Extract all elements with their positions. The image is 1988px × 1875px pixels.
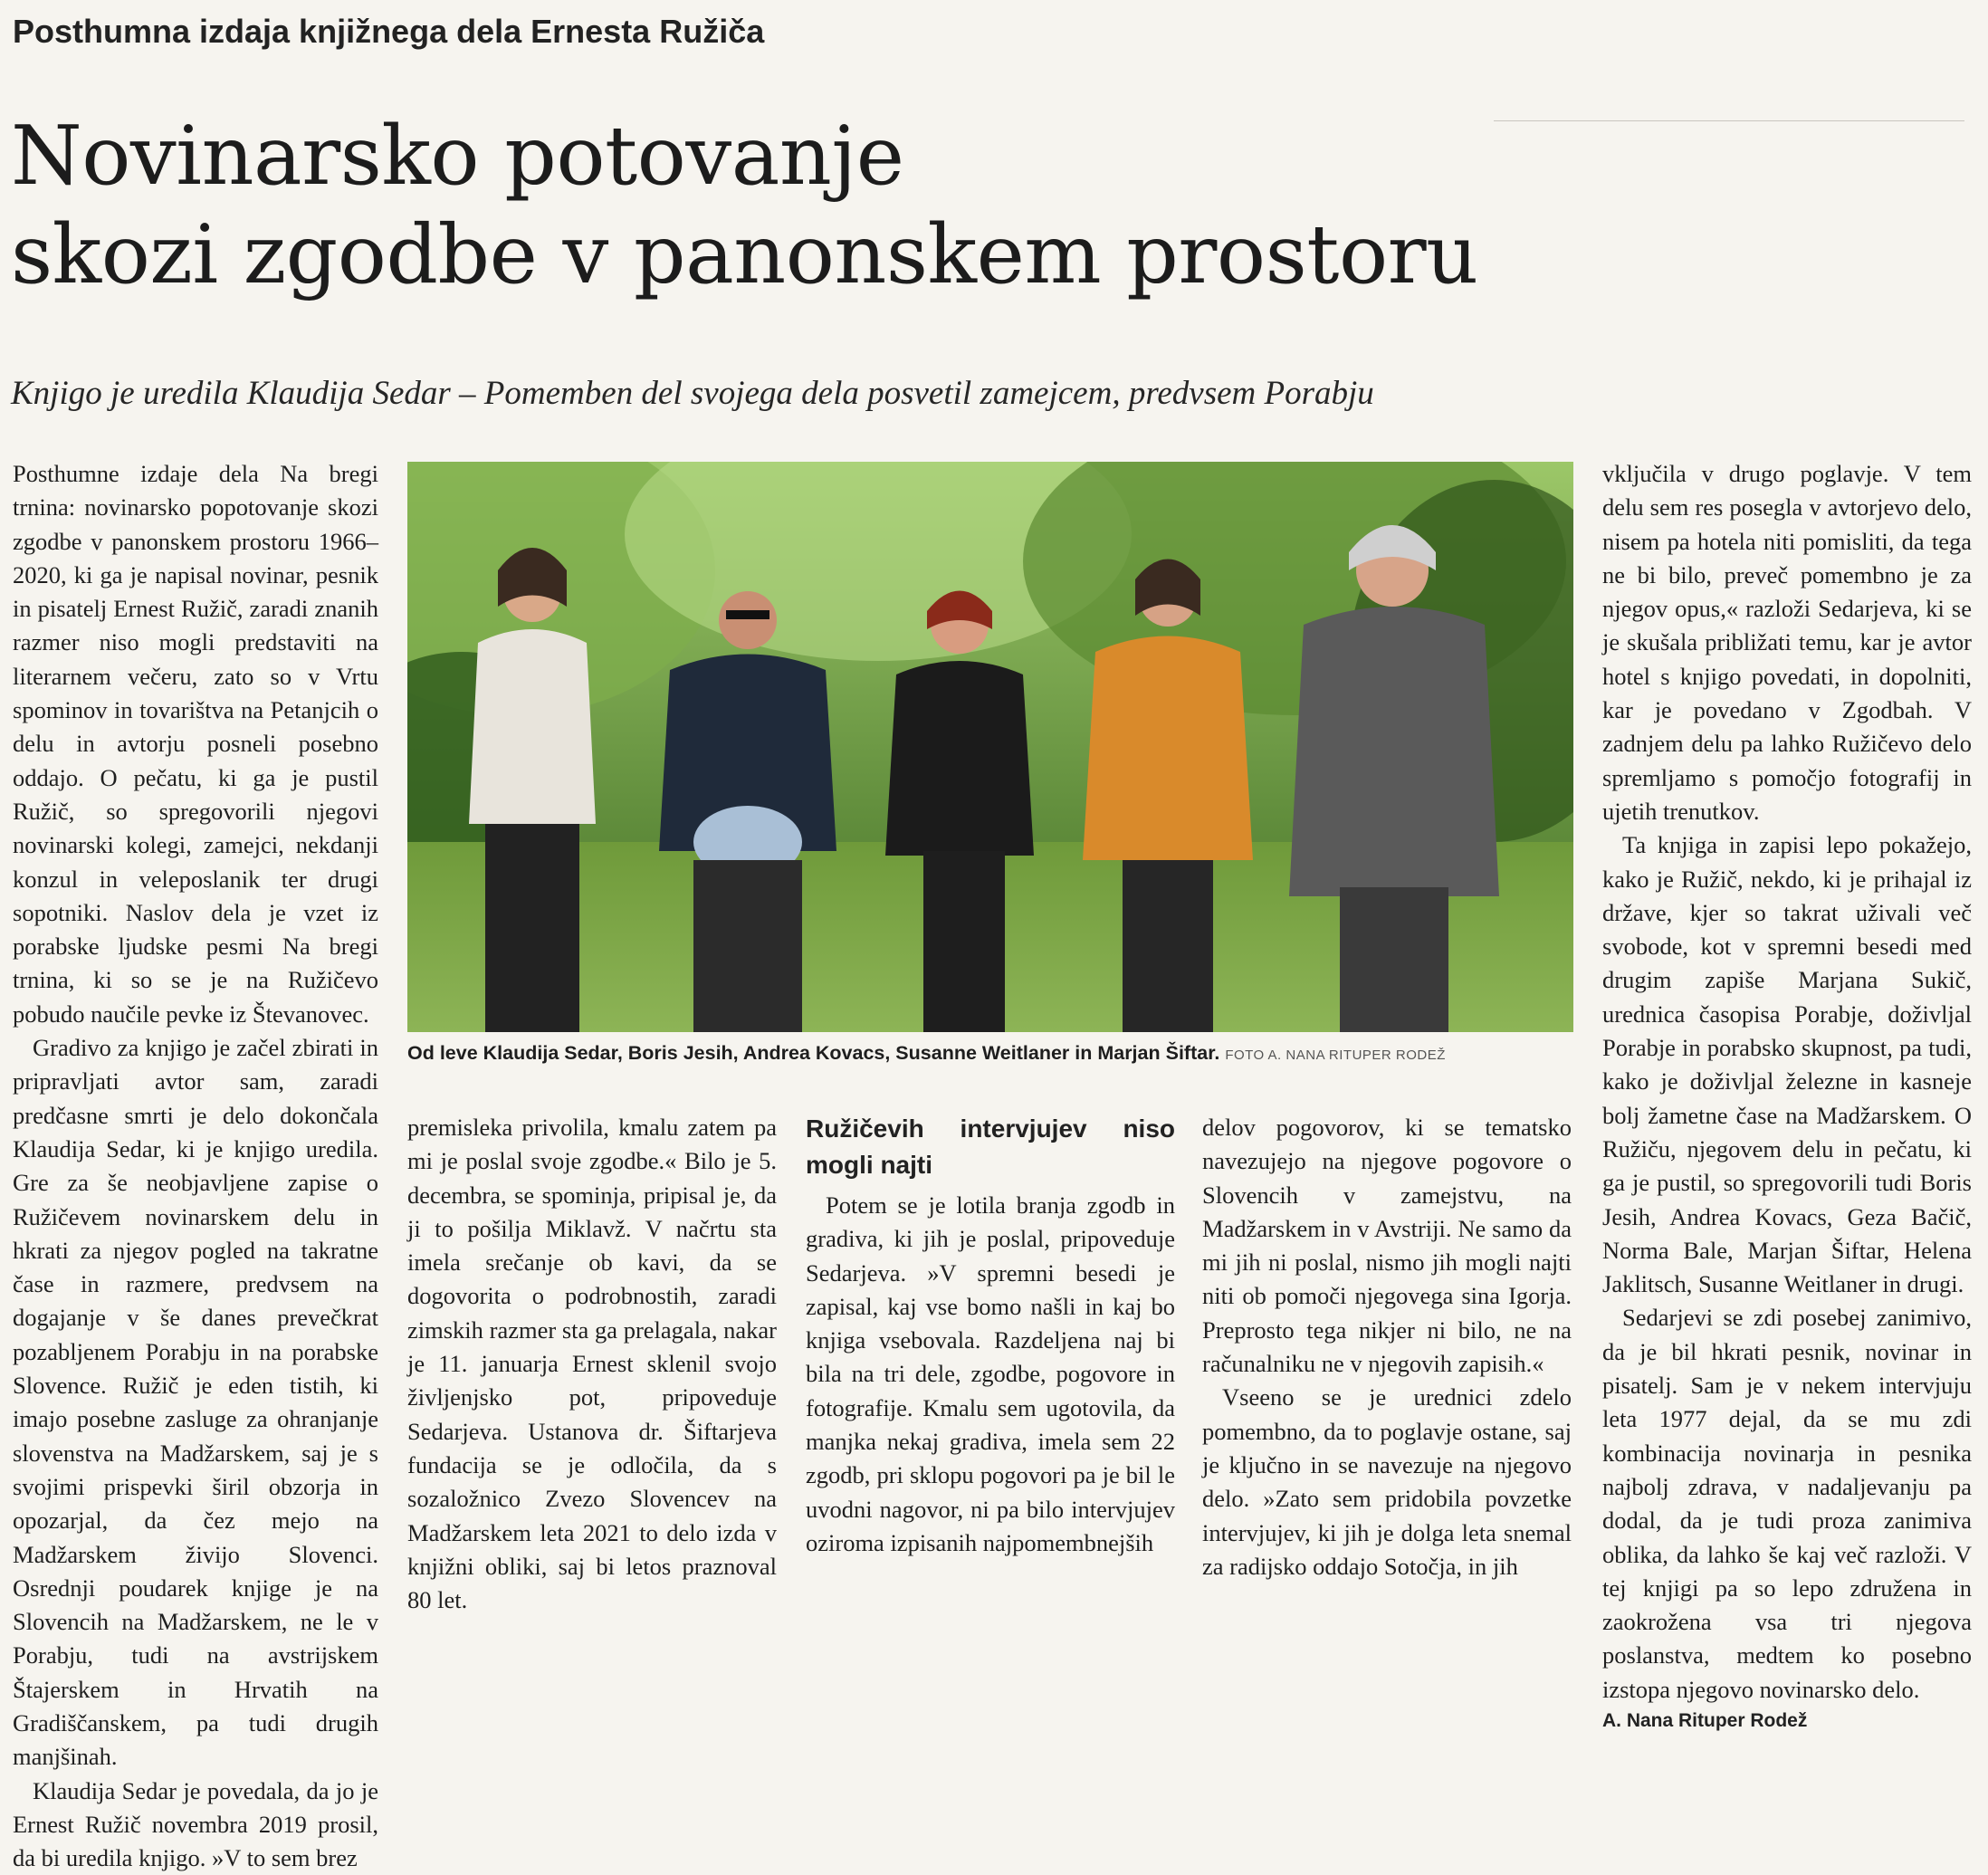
article-photo bbox=[407, 462, 1573, 1032]
paragraph: Posthumne izdaje dela Na bregi trnina: novinarsko popotovanje skozi zgodbe v panonskem prostoru 1966–2020, ki ga je napisal novinar, pesnik in pisatelj Ernest Ružič, zaradi znanih razmer niso mogli predstaviti na literarnem večeru, zato so v Vrtu spominov in tovarištva na Petanjcih o delu in avtorju posneli posebno oddajo. O pečatu, ki ga je pustil Ružič, so spregovorili njegovi novinarski kolegi, zamejci, nekdanji konzul in veleposlanik ter drugi sopotniki. Naslov dela je vzet iz porabske ljudske pesmi Na bregi trnina, ki so se je na Ružičevo pobudo naučile pevke iz Števanovec. bbox=[13, 460, 378, 1028]
paragraph: vključila v drugo poglavje. V tem delu sem res posegla v avtorjevo delo, nisem pa hotela niti pomisliti, da tega ne bi bilo, preveč pomembno je za njegov opus,« razloži Sedarjeva, ki se je skušala približati temu, kar je avtor hotel s knjigo povedati, in dopolniti, kar je povedano v Zgodbah. V zadnjem delu pa lahko Ružičevo delo spremljamo s pomočjo fotografij in ujetih trenutkov. bbox=[1602, 460, 1972, 825]
article-column-2 bbox=[407, 1111, 777, 1617]
headline-line-2: skozi zgodbe v panonskem prostoru bbox=[11, 207, 1478, 302]
caption-text: Od leve Klaudija Sedar, Boris Jesih, Andrea Kovacs, Susanne Weitlaner in Marjan Šiftar. bbox=[407, 1042, 1220, 1064]
paragraph: Potem se je lotila branja zgodb in gradiva, ki jih je poslal, pripoveduje Sedarjeva. »V spremni besedi je zapisal, kaj vse bomo našli in kaj bo knjiga vsebovala. Razdeljena naj bi bila na tri dele, zgodbe, pogovore in fotografije. Kmalu sem ugotovila, da manjka nekaj gradiva, imela sem 22 zgodb, pri sklopu pogovori pa je bil le uvodni nagovor, ni pa bilo intervjujev oziroma izpisanih najpomembnejših bbox=[806, 1191, 1175, 1556]
headline-line-1: Novinarsko potovanje bbox=[11, 109, 904, 204]
photo-credit: FOTO A. NANA RITUPER RODEŽ bbox=[1225, 1048, 1446, 1063]
paragraph: Vseeno se je urednici zdelo pomembno, da to poglavje ostane, saj je ključno in se navezuje na njegovo delo. »Zato sem pridobila povzetke intervjujev, ki jih je dolga leta snemal za radijsko oddajo Sotočja, in jih bbox=[1202, 1383, 1572, 1580]
subheadline: Knjigo je uredila Klaudija Sedar – Pomemben del svojega dela posvetil zamejcem, predvsem Porabju bbox=[11, 375, 1374, 412]
paragraph: delov pogovorov, ki se tematsko navezujejo na njegove pogovore o Slovencih v zamejstvu, na Madžarskem in v Avstriji. Ne samo da mi jih ni poslal, nismo jih mogli najti niti ob pomoči njegovega sina Igorja. Preprosto tega nikjer ni bilo, ne na računalniku ne v njegovih zapisih.« bbox=[1202, 1114, 1572, 1378]
article-column-5 bbox=[1602, 457, 1972, 1736]
article-column-1 bbox=[13, 457, 378, 1875]
photo-caption bbox=[407, 1038, 1584, 1070]
headline bbox=[11, 107, 1975, 304]
section-heading: Ružičevih intervjujev niso mogli najti bbox=[806, 1114, 1175, 1179]
group-photo-illustration bbox=[407, 462, 1573, 1032]
byline: A. Nana Rituper Rodež bbox=[1602, 1709, 1808, 1731]
kicker: Posthumna izdaja knjižnega dela Ernesta Ružiča bbox=[13, 13, 765, 50]
paragraph: Sedarjevi se zdi posebej zanimivo, da je bil hkrati pesnik, novinar in pisatelj. Sam je v nekem intervjuju leta 1977 dejal, da se mu zdi kombinacija novinarja in pesnika najbolj zdrava, v nadaljevanju pa dodal, da je tudi proza zanimiva oblika, da lahko še kaj več razloži. V tej knjigi pa so lepo združena in zaokrožena vsa tri njegova poslanstva, medtem ko posebno izstopa njegovo novinarsko delo. bbox=[1602, 1304, 1972, 1703]
paragraph: Ta knjiga in zapisi lepo pokažejo, kako je Ružič, nekdo, ki je prihajal iz države, kjer so takrat uživali več svobode, kot v spremni besedi med drugim zapiše Marjana Sukič, urednica časopisa Porabje, doživljal Porabje in porabsko skupnost, pa tudi, kako je doživljal železne in kasneje bolj žametne čase na Madžarskem. O Ružiču, njegovem delu in pečatu, ki ga je pustil, so spregovorili tudi Boris Jesih, Andrea Kovacs, Geza Bačič, Norma Bale, Marjan Šiftar, Helena Jaklitsch, Susanne Weitlaner in drugi. bbox=[1602, 831, 1972, 1298]
paragraph: premisleka privolila, kmalu zatem pa mi je poslal svoje zgodbe.« Bilo je 5. decembra, se spominja, pripisal je, da ji to pošilja Miklavž. V načrtu sta imela srečanje ob kavi, da se dogovorita o podrobnostih, zaradi zimskih razmer sta ga prelagala, nakar je 11. januarja Ernest sklenil svojo življenjsko pot, pripoveduje Sedarjeva. Ustanova dr. Šiftarjeva fundacija se je odločila, da s sozaložnico Zvezo Slovencev na Madžarskem leta 2021 to delo izda v knjižni obliki, saj bi letos praznoval 80 let. bbox=[407, 1114, 777, 1614]
paragraph: Gradivo za knjigo je začel zbirati in pripravljati avtor sam, zaradi predčasne smrti je delo dokončala Klaudija Sedar, ki je knjigo uredila. Gre za še neobjavljene zapise o Ružičevem novinarskem delu in hkrati za njegov pogled na takratne čase in razmere, predvsem na dogajanje v še danes prevečkrat pozabljenem Porabju in na porabske Slovence. Ružič je eden tistih, ki imajo posebne zasluge za ohranjanje slovenstva na Madžarskem, saj je s svojimi prispevki širil obzorja in opozarjal, da čez mejo na Madžarskem živijo Slovenci. Osrednji poudarek knjige je na Slovencih na Madžarskem, ne le v Porabju, tudi na avstrijskem Štajerskem in Hrvatih na Gradiščanskem, pa tudi drugih manjšinah. bbox=[13, 1034, 378, 1771]
article-column-3 bbox=[806, 1111, 1175, 1560]
article-column-4 bbox=[1202, 1111, 1572, 1583]
paragraph: Klaudija Sedar je povedala, da jo je Ernest Ružič novembra 2019 prosil, da bi uredila knjigo. »V to sem brez bbox=[13, 1776, 378, 1872]
